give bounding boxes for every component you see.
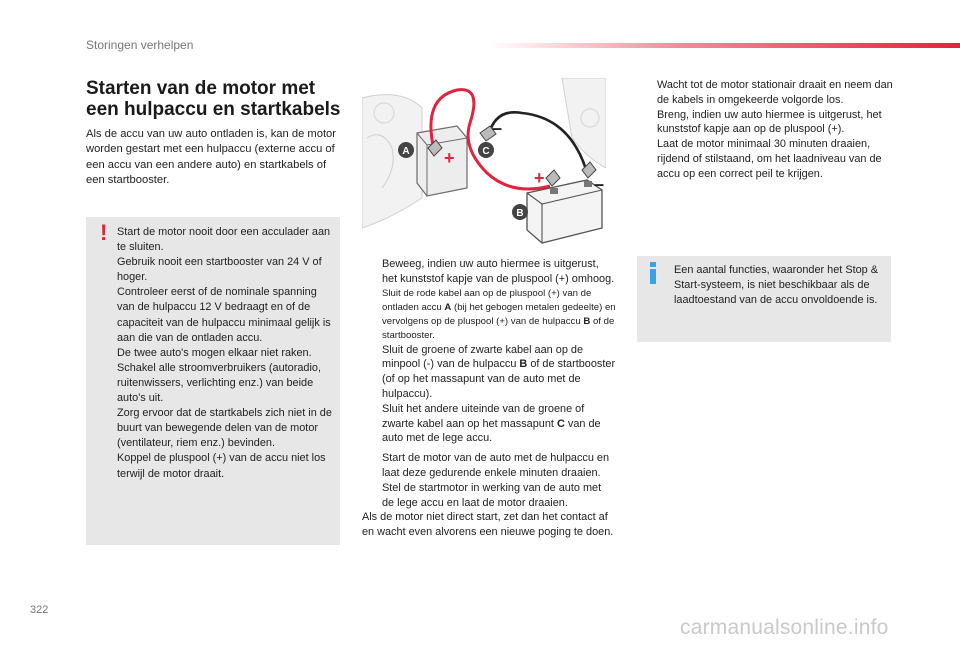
step-text: Sluit het andere uiteinde van de groene of zwarte kabel aan op het massapunt [382,402,585,430]
step-text: Start de motor van de auto met de hulpaccu en laat deze gedurende enkele minuten draaien. [382,452,610,479]
ref-b: B [583,315,591,327]
closing-paragraph: Als de motor niet direct start, zet dan het contact af en wacht even alvorens een nieuwe poging te doen. [362,511,614,539]
warning-line: Koppel de pluspool (+) van de accu niet los terwijl de motor draait. [117,452,326,480]
label-a: A [402,146,410,157]
warning-line: De twee auto's mogen elkaar niet raken. [117,346,312,359]
warning-line: Zorg ervoor dat de startkabels zich niet in de buurt van bewegende delen van de motor (ventilateur, riem enz.) bevinden. [117,407,332,450]
list-item [362,287,616,343]
step-text: van de auto met de lege accu. [382,417,601,445]
warning-line: Gebruik nooit een startbooster van 24 V of hoger. [117,256,322,284]
watermark: carmanualsonline.info [680,616,889,639]
plus-sign-b: + [534,168,545,188]
info-text: Een aantal functies, waaronder het Stop & Start-systeem, is niet beschikbaar als de laadtoestand van de accu onvoldoende is. [674,264,879,307]
plus-sign-a: + [444,148,455,168]
list-item [637,137,893,181]
list-item [362,402,616,446]
section-header: Storingen verhelpen [86,38,194,52]
list-item [637,78,893,108]
step-text: Stel de startmotor in werking van de auto met de lege accu en laat de motor draaien. [382,481,602,509]
label-b: B [516,208,524,219]
step-text: Breng, indien uw auto hiermee is uitgerust, het kunststof kapje aan op de pluspool (+). [657,108,882,136]
step-text: of de startbooster (of op het massapunt van de auto met de hulpaccu). [382,358,616,400]
page-number: 322 [30,604,49,616]
ref-b: B [519,358,528,371]
warning-text [117,225,334,482]
ref-a: A [444,301,452,313]
list-item [637,108,893,138]
step-text: Laat de motor minimaal 30 minuten draaien, rijdend of stilstaand, om het laadniveau van de accu op een correct peil te krijgen. [657,138,882,180]
intro-paragraph: Als de accu van uw auto ontladen is, kan de motor worden gestart met een hulpaccu (externe accu of een accu van een andere auto) en startkabels of een startbooster. [86,128,337,186]
instruction-steps [362,257,616,540]
warning-line: Schakel alle stroomverbruikers (autoradio, ruitenwissers, verlichting enz.) van beide auto's uit. [117,361,321,405]
list-item [362,451,616,481]
info-icon [648,262,658,284]
minus-sign-c: – [492,118,503,138]
list-item [362,343,616,402]
final-steps [637,78,893,182]
warning-icon: ! [100,220,108,245]
jump-start-illustration [362,78,606,248]
step-text: (bij het gebogen metalen gedeelte) en vervolgens op de pluspool (+) van de hulpaccu [382,301,616,327]
warning-line: Start de motor nooit door een acculader aan te sluiten. [117,226,331,254]
page-title: Starten van de motor met een hulpaccu en startkabels [86,78,341,120]
list-item [362,257,616,287]
step-text: Sluit de groene of zwarte kabel aan op de minpool (-) van de hulpaccu [382,343,584,371]
header-accent-bar [490,43,960,48]
list-item [362,481,616,511]
step-text: Wacht tot de motor stationair draait en neem dan de kabels in omgekeerde volgorde los. [657,79,893,106]
step-text: Sluit de rode kabel aan op de pluspool (+) van de ontladen accu [382,287,592,313]
label-c: C [482,146,490,157]
step-text: of de startbooster. [382,315,615,341]
warning-line: Controleer eerst of de nominale spanning van de hulpaccu 12 V bedraagt en of de capaciteit van de hulpaccu minimaal gelijk is aan die van de ontladen accu. [117,286,331,344]
minus-sign-b: – [594,174,605,194]
step-text: Beweeg, indien uw auto hiermee is uitgerust, het kunststof kapje van de pluspool (+) omhoog. [382,258,615,285]
ref-c: C [556,417,565,430]
